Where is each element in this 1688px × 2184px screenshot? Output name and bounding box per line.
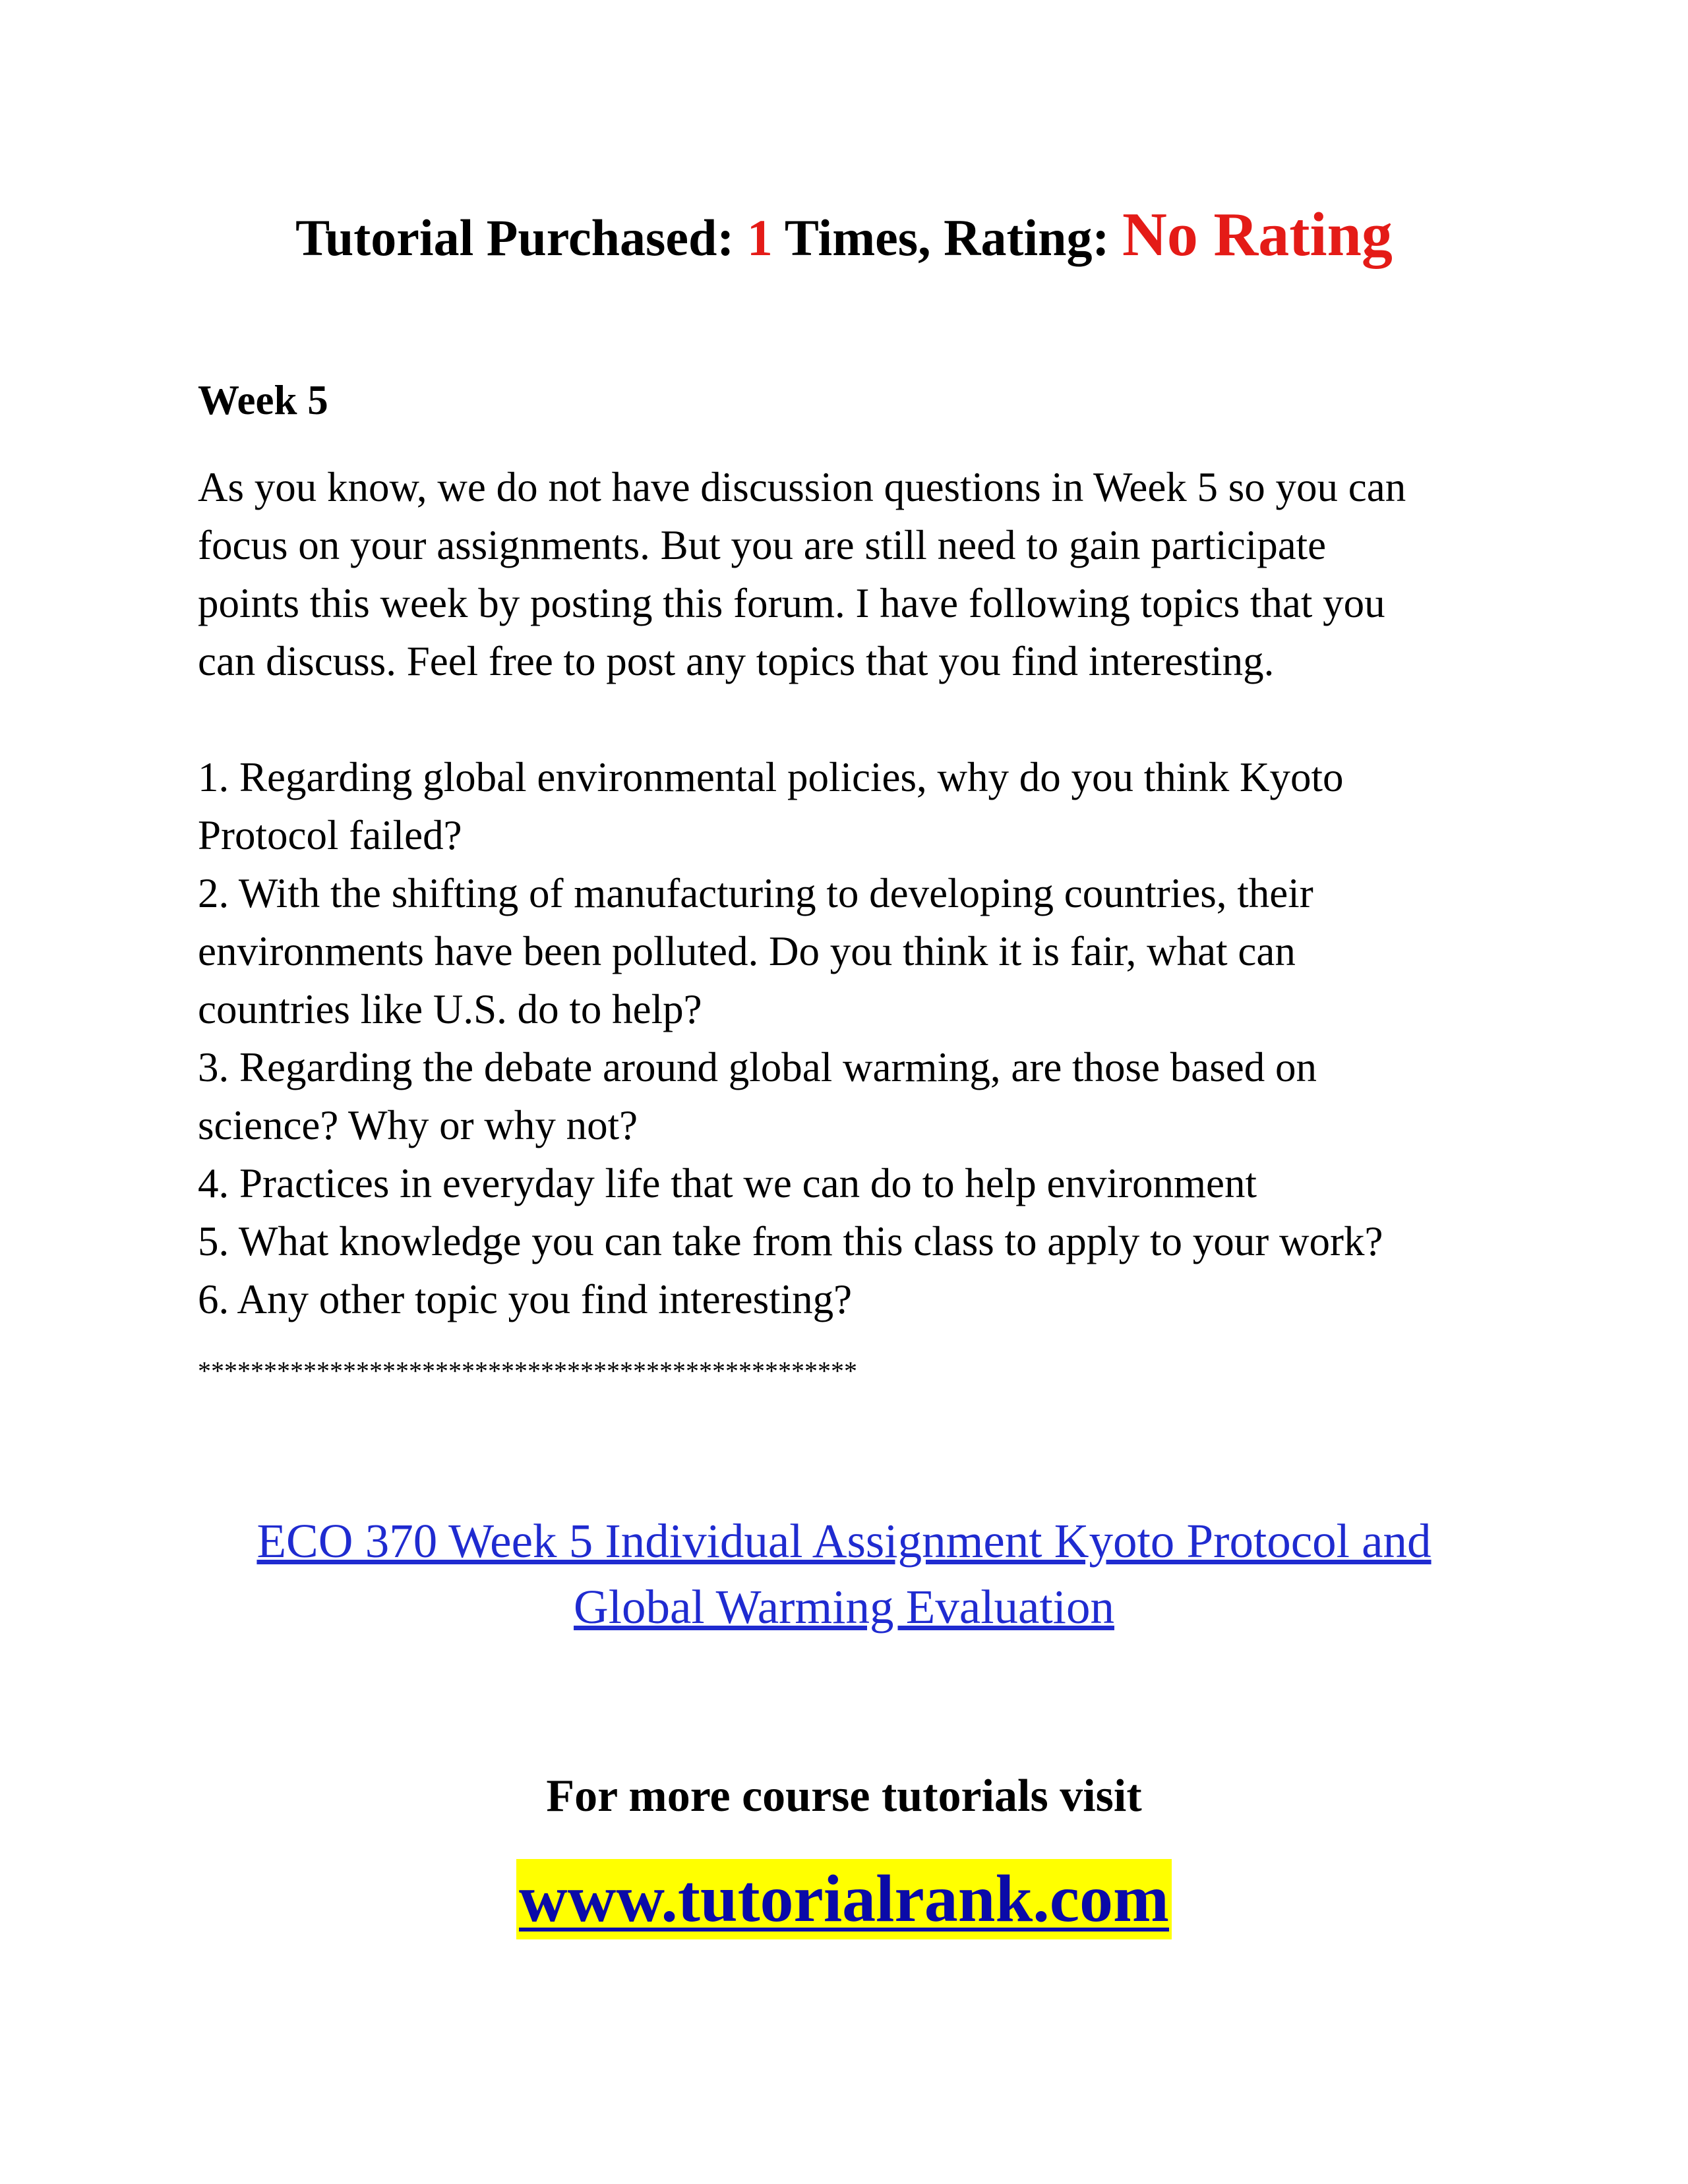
intro-line: As you know, we do not have discussion questions in Week 5 so you can — [198, 464, 1406, 510]
assignment-link-line2[interactable]: Global Warming Evaluation — [574, 1580, 1114, 1634]
times-rating-label: Times, Rating: — [772, 209, 1122, 266]
intro-line: points this week by posting this forum. I have following topics that you — [198, 580, 1385, 626]
site-link-wrapper — [0, 1859, 1688, 1939]
intro-paragraph — [198, 458, 1503, 690]
rating-value: No Rating — [1122, 200, 1393, 269]
assignment-link-line1[interactable]: ECO 370 Week 5 Individual Assignment Kyoto Protocol and — [256, 1514, 1432, 1568]
topics-list — [198, 748, 1503, 1328]
topic-line: countries like U.S. do to help? — [198, 986, 702, 1032]
topic-line: environments have been polluted. Do you think it is fair, what can — [198, 928, 1296, 974]
site-link[interactable]: www.tutorialrank.com — [516, 1859, 1172, 1939]
asterisk-separator: ************************************************** — [198, 1356, 857, 1386]
purchase-rating-header — [0, 198, 1688, 272]
topic-line: Protocol failed? — [198, 812, 462, 858]
topic-line: science? Why or why not? — [198, 1102, 638, 1148]
topic-line: 4. Practices in everyday life that we can do to help environment — [198, 1160, 1257, 1206]
topic-line: 3. Regarding the debate around global warming, are those based on — [198, 1044, 1317, 1090]
topic-line: 6. Any other topic you find interesting? — [198, 1276, 853, 1322]
intro-line: focus on your assignments. But you are still need to gain participate — [198, 522, 1327, 568]
topic-line: 5. What knowledge you can take from this class to apply to your work? — [198, 1218, 1383, 1264]
intro-line: can discuss. Feel free to post any topics that you find interesting. — [198, 638, 1275, 684]
purchase-count: 1 — [746, 209, 773, 266]
purchased-label: Tutorial Purchased: — [295, 209, 747, 266]
more-tutorials-text: For more course tutorials visit — [546, 1771, 1142, 1821]
assignment-link-block — [0, 1508, 1688, 1640]
week-heading: Week 5 — [198, 377, 328, 423]
topic-line: 2. With the shifting of manufacturing to developing countries, their — [198, 870, 1313, 916]
topic-line: 1. Regarding global environmental policies, why do you think Kyoto — [198, 754, 1344, 800]
